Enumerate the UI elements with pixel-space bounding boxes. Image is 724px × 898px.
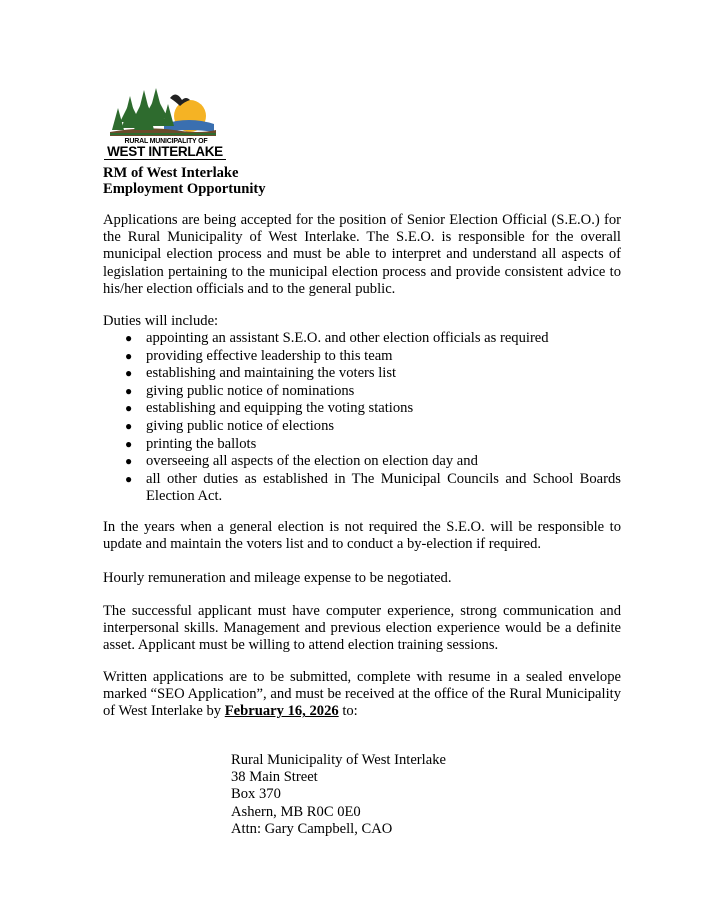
org-heading: RM of West Interlake xyxy=(103,165,239,181)
duty-item: ● establishing and maintaining the voters list xyxy=(125,365,397,382)
bullet-icon: ● xyxy=(125,348,133,363)
duty-item: ● all other duties as established in The Municipal Councils and School Boards Election Act. xyxy=(125,470,621,505)
duty-item: ● overseeing all aspects of the election on election day and xyxy=(125,453,478,470)
trees-sun-eagle-lake-logo-icon xyxy=(104,86,226,142)
bullet-icon: ● xyxy=(125,418,133,433)
address-city: Ashern, MB R0C 0E0 xyxy=(231,803,361,820)
bullet-icon: ● xyxy=(125,471,133,486)
bullet-icon: ● xyxy=(125,331,133,345)
duties-label: Duties will include: xyxy=(103,313,219,329)
address-attn: Attn: Gary Campbell, CAO xyxy=(231,820,393,837)
intro-line: Applications are being accepted for the position of Senior Election Official (S.E.O.) for xyxy=(103,212,621,228)
address-street: 38 Main Street xyxy=(231,769,318,786)
intro-line: municipal election process and must be able to interpret and understand all aspects of xyxy=(103,246,621,263)
bullet-icon: ● xyxy=(125,383,133,398)
duty-item: ● providing effective leadership to this team xyxy=(125,347,393,364)
intro-line: legislation pertaining to the municipal election process and provide consistent advice to xyxy=(103,263,621,280)
duty-item: ● establishing and equipping the voting stations xyxy=(125,400,414,417)
general-election-paragraph xyxy=(103,519,621,553)
bullet-icon: ● xyxy=(125,436,133,451)
deadline-date: February 16, 2026 xyxy=(224,703,339,720)
paragraph-line: of West Interlake by February 16, 2026 to: xyxy=(103,703,358,720)
duty-item: ● printing the ballots xyxy=(125,435,257,452)
paragraph-line: interpersonal skills. Management and previous election experience would be a definite xyxy=(103,620,621,637)
mailing-address xyxy=(231,752,446,838)
submission-paragraph xyxy=(103,669,621,721)
paragraph-line: update and maintain the voters list and to conduct a by-election if required. xyxy=(103,536,542,553)
logo-title: WEST INTERLAKE xyxy=(107,144,223,159)
intro-paragraph xyxy=(103,212,621,298)
intro-line: his/her election officials and to the general public. xyxy=(103,280,396,297)
remuneration-paragraph: Hourly remuneration and mileage expense to be negotiated. xyxy=(103,570,452,586)
paragraph-line: asset. Applicant must be willing to attend election training sessions. xyxy=(103,637,499,654)
logo-subtitle: RURAL MUNICIPALITY OF xyxy=(124,138,208,145)
bullet-icon: ● xyxy=(125,401,133,416)
duty-item: ● giving public notice of elections xyxy=(125,417,335,434)
paragraph-line: marked “SEO Application”, and must be received at the office of the Rural Municipality xyxy=(103,686,621,703)
bullet-icon: ● xyxy=(125,454,133,469)
duties-list xyxy=(103,330,621,506)
address-box: Box 370 xyxy=(231,786,281,803)
paragraph-line: In the years when a general election is not required the S.E.O. will be responsible to xyxy=(103,519,621,535)
municipality-logo xyxy=(104,86,226,160)
logo-underline xyxy=(104,159,226,160)
paragraph-line: Written applications are to be submitted, complete with resume in a sealed envelope xyxy=(103,669,621,685)
duty-item: ● giving public notice of nominations xyxy=(125,382,355,399)
duty-item: ● appointing an assistant S.E.O. and other election officials as required xyxy=(125,330,549,346)
requirements-paragraph xyxy=(103,603,621,655)
address-name: Rural Municipality of West Interlake xyxy=(231,752,446,768)
document-title: Employment Opportunity xyxy=(103,181,266,197)
bullet-icon: ● xyxy=(125,366,133,381)
intro-line: the Rural Municipality of West Interlake. The S.E.O. is responsible for the overall xyxy=(103,229,621,246)
paragraph-line: The successful applicant must have computer experience, strong communication and xyxy=(103,603,621,619)
